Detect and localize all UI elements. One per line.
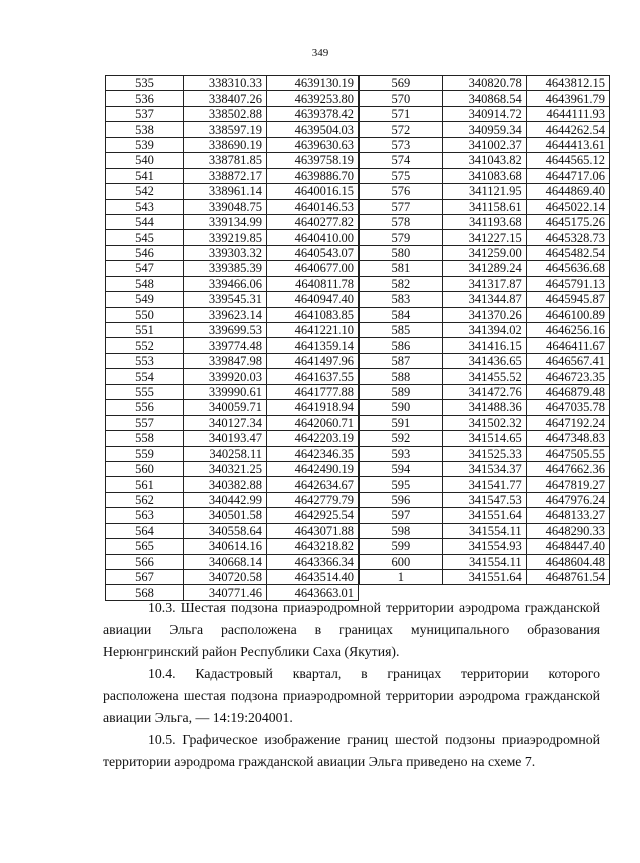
table-row — [106, 292, 359, 307]
x-coordinate-cell: 338872.17 — [184, 168, 267, 183]
point-number-cell: 574 — [360, 153, 443, 168]
table-row — [106, 214, 359, 229]
paragraph-line: 10.5. Графическое изображение границ шестой подзоны приаэродромной — [148, 732, 600, 747]
x-coordinate-cell: 339466.06 — [184, 276, 267, 291]
table-row — [106, 76, 359, 91]
y-coordinate-cell: 4643218.82 — [267, 539, 359, 554]
paragraph-line: Нерюнгринский район Республики Саха (Якутия). — [103, 644, 400, 659]
table-row — [360, 76, 610, 91]
y-coordinate-cell: 4647976.24 — [526, 492, 609, 507]
table-row — [360, 461, 610, 476]
y-coordinate-cell: 4646879.48 — [526, 384, 609, 399]
table-row — [360, 477, 610, 492]
x-coordinate-cell: 338407.26 — [184, 91, 267, 106]
point-number-cell: 565 — [106, 539, 184, 554]
table-row — [360, 508, 610, 523]
point-number-cell: 581 — [360, 261, 443, 276]
y-coordinate-cell: 4641359.14 — [267, 338, 359, 353]
table-row — [360, 338, 610, 353]
coordinates-table-left — [105, 75, 359, 601]
x-coordinate-cell: 340258.11 — [184, 446, 267, 461]
y-coordinate-cell: 4639504.03 — [267, 122, 359, 137]
x-coordinate-cell: 339303.32 — [184, 245, 267, 260]
x-coordinate-cell: 341317.87 — [442, 276, 526, 291]
x-coordinate-cell: 341289.24 — [442, 261, 526, 276]
paragraph-line: авиации Эльга расположена в границах муниципального образования — [103, 622, 600, 637]
paragraph-10-3 — [103, 597, 600, 663]
x-coordinate-cell: 338781.85 — [184, 153, 267, 168]
point-number-cell: 554 — [106, 369, 184, 384]
point-number-cell: 566 — [106, 554, 184, 569]
point-number-cell: 583 — [360, 292, 443, 307]
point-number-cell: 595 — [360, 477, 443, 492]
point-number-cell: 544 — [106, 214, 184, 229]
x-coordinate-cell: 340059.71 — [184, 400, 267, 415]
point-number-cell: 600 — [360, 554, 443, 569]
table-row — [360, 122, 610, 137]
table-row — [106, 400, 359, 415]
paragraph-line: 10.3. Шестая подзона приаэродромной территории аэродрома гражданской — [148, 600, 600, 615]
table-row — [106, 461, 359, 476]
coordinates-table-right — [359, 75, 610, 585]
point-number-cell: 578 — [360, 214, 443, 229]
point-number-cell: 573 — [360, 137, 443, 152]
y-coordinate-cell: 4640146.53 — [267, 199, 359, 214]
table-row — [106, 415, 359, 430]
y-coordinate-cell: 4643812.15 — [526, 76, 609, 91]
y-coordinate-cell: 4641918.94 — [267, 400, 359, 415]
x-coordinate-cell: 339847.98 — [184, 353, 267, 368]
y-coordinate-cell: 4642925.54 — [267, 508, 359, 523]
x-coordinate-cell: 341259.00 — [442, 245, 526, 260]
x-coordinate-cell: 341002.37 — [442, 137, 526, 152]
table-row — [106, 184, 359, 199]
y-coordinate-cell: 4645482.54 — [526, 245, 609, 260]
x-coordinate-cell: 340771.46 — [184, 585, 267, 600]
table-row — [106, 91, 359, 106]
x-coordinate-cell: 338961.14 — [184, 184, 267, 199]
table-row — [360, 523, 610, 538]
y-coordinate-cell: 4644111.93 — [526, 106, 609, 121]
y-coordinate-cell: 4647348.83 — [526, 431, 609, 446]
table-row — [106, 199, 359, 214]
point-number-cell: 593 — [360, 446, 443, 461]
point-number-cell: 587 — [360, 353, 443, 368]
table-row — [106, 261, 359, 276]
table-row — [106, 137, 359, 152]
point-number-cell: 560 — [106, 461, 184, 476]
x-coordinate-cell: 341547.53 — [442, 492, 526, 507]
x-coordinate-cell: 339623.14 — [184, 307, 267, 322]
y-coordinate-cell: 4640543.07 — [267, 245, 359, 260]
point-number-cell: 550 — [106, 307, 184, 322]
point-number-cell: 599 — [360, 539, 443, 554]
table-row — [106, 369, 359, 384]
y-coordinate-cell: 4639886.70 — [267, 168, 359, 183]
x-coordinate-cell: 340321.25 — [184, 461, 267, 476]
table-row — [360, 307, 610, 322]
x-coordinate-cell: 338690.19 — [184, 137, 267, 152]
y-coordinate-cell: 4642060.71 — [267, 415, 359, 430]
table-row — [106, 338, 359, 353]
y-coordinate-cell: 4646567.41 — [526, 353, 609, 368]
point-number-cell: 591 — [360, 415, 443, 430]
page-number: 349 — [311, 47, 329, 59]
y-coordinate-cell: 4644717.06 — [526, 168, 609, 183]
y-coordinate-cell: 4640016.15 — [267, 184, 359, 199]
x-coordinate-cell: 338310.33 — [184, 76, 267, 91]
point-number-cell: 539 — [106, 137, 184, 152]
table-row — [106, 431, 359, 446]
y-coordinate-cell: 4646723.35 — [526, 369, 609, 384]
point-number-cell: 546 — [106, 245, 184, 260]
point-number-cell: 535 — [106, 76, 184, 91]
y-coordinate-cell: 4642203.19 — [267, 431, 359, 446]
paragraph-10-4 — [103, 663, 600, 729]
x-coordinate-cell: 341416.15 — [442, 338, 526, 353]
y-coordinate-cell: 4644565.12 — [526, 153, 609, 168]
table-row — [360, 137, 610, 152]
point-number-cell: 563 — [106, 508, 184, 523]
table-row — [360, 214, 610, 229]
table-row — [106, 508, 359, 523]
x-coordinate-cell: 341472.76 — [442, 384, 526, 399]
x-coordinate-cell: 340382.88 — [184, 477, 267, 492]
point-number-cell: 556 — [106, 400, 184, 415]
point-number-cell: 572 — [360, 122, 443, 137]
table-row — [106, 230, 359, 245]
point-number-cell: 541 — [106, 168, 184, 183]
x-coordinate-cell: 340127.34 — [184, 415, 267, 430]
x-coordinate-cell: 341043.82 — [442, 153, 526, 168]
y-coordinate-cell: 4643071.88 — [267, 523, 359, 538]
x-coordinate-cell: 341227.15 — [442, 230, 526, 245]
table-row — [360, 539, 610, 554]
y-coordinate-cell: 4645945.87 — [526, 292, 609, 307]
point-number-cell: 543 — [106, 199, 184, 214]
table-row — [360, 168, 610, 183]
point-number-cell: 537 — [106, 106, 184, 121]
x-coordinate-cell: 341488.36 — [442, 400, 526, 415]
x-coordinate-cell: 341436.65 — [442, 353, 526, 368]
point-number-cell: 542 — [106, 184, 184, 199]
table-row — [106, 554, 359, 569]
y-coordinate-cell: 4643663.01 — [267, 585, 359, 600]
table-row — [106, 523, 359, 538]
y-coordinate-cell: 4643961.79 — [526, 91, 609, 106]
y-coordinate-cell: 4646100.89 — [526, 307, 609, 322]
point-number-cell: 558 — [106, 431, 184, 446]
y-coordinate-cell: 4647505.55 — [526, 446, 609, 461]
point-number-cell: 564 — [106, 523, 184, 538]
y-coordinate-cell: 4639630.63 — [267, 137, 359, 152]
table-row — [106, 353, 359, 368]
x-coordinate-cell: 340558.64 — [184, 523, 267, 538]
x-coordinate-cell: 341541.77 — [442, 477, 526, 492]
x-coordinate-cell: 339219.85 — [184, 230, 267, 245]
x-coordinate-cell: 341554.11 — [442, 523, 526, 538]
y-coordinate-cell: 4644869.40 — [526, 184, 609, 199]
x-coordinate-cell: 340959.34 — [442, 122, 526, 137]
y-coordinate-cell: 4642490.19 — [267, 461, 359, 476]
table-row — [360, 153, 610, 168]
table-row — [360, 106, 610, 121]
point-number-cell: 568 — [106, 585, 184, 600]
y-coordinate-cell: 4641221.10 — [267, 323, 359, 338]
table-row — [106, 446, 359, 461]
table-row — [360, 554, 610, 569]
x-coordinate-cell: 340501.58 — [184, 508, 267, 523]
y-coordinate-cell: 4645175.26 — [526, 214, 609, 229]
y-coordinate-cell: 4643366.34 — [267, 554, 359, 569]
table-row — [106, 106, 359, 121]
point-number-cell: 559 — [106, 446, 184, 461]
point-number-cell: 598 — [360, 523, 443, 538]
table-row — [106, 539, 359, 554]
paragraph-line: 10.4. Кадастровый квартал, в границах территории которого — [148, 666, 600, 681]
y-coordinate-cell: 4648290.33 — [526, 523, 609, 538]
x-coordinate-cell: 341344.87 — [442, 292, 526, 307]
x-coordinate-cell: 341121.95 — [442, 184, 526, 199]
y-coordinate-cell: 4639378.42 — [267, 106, 359, 121]
paragraph-line: авиации Эльга, — 14:19:204001. — [103, 710, 293, 725]
table-row — [106, 245, 359, 260]
point-number-cell: 557 — [106, 415, 184, 430]
x-coordinate-cell: 338597.19 — [184, 122, 267, 137]
x-coordinate-cell: 340668.14 — [184, 554, 267, 569]
x-coordinate-cell: 341158.61 — [442, 199, 526, 214]
table-row — [360, 400, 610, 415]
y-coordinate-cell: 4647662.36 — [526, 461, 609, 476]
table-row — [360, 323, 610, 338]
x-coordinate-cell: 341083.68 — [442, 168, 526, 183]
table-row — [106, 477, 359, 492]
point-number-cell: 552 — [106, 338, 184, 353]
y-coordinate-cell: 4639758.19 — [267, 153, 359, 168]
point-number-cell: 576 — [360, 184, 443, 199]
table-row — [106, 570, 359, 585]
point-number-cell: 569 — [360, 76, 443, 91]
point-number-cell: 540 — [106, 153, 184, 168]
paragraph-10-5 — [103, 729, 600, 773]
y-coordinate-cell: 4646256.16 — [526, 323, 609, 338]
y-coordinate-cell: 4640677.00 — [267, 261, 359, 276]
point-number-cell: 588 — [360, 369, 443, 384]
table-row — [106, 307, 359, 322]
x-coordinate-cell: 341525.33 — [442, 446, 526, 461]
x-coordinate-cell: 340193.47 — [184, 431, 267, 446]
x-coordinate-cell: 339385.39 — [184, 261, 267, 276]
point-number-cell: 597 — [360, 508, 443, 523]
point-number-cell: 548 — [106, 276, 184, 291]
x-coordinate-cell: 341394.02 — [442, 323, 526, 338]
table-row — [360, 415, 610, 430]
y-coordinate-cell: 4644262.54 — [526, 122, 609, 137]
point-number-cell: 586 — [360, 338, 443, 353]
paragraph-line: территории аэродрома гражданской авиации Эльга приведено на схеме 7. — [103, 754, 536, 769]
point-number-cell: 561 — [106, 477, 184, 492]
point-number-cell: 580 — [360, 245, 443, 260]
y-coordinate-cell: 4640410.00 — [267, 230, 359, 245]
y-coordinate-cell: 4648447.40 — [526, 539, 609, 554]
point-number-cell: 562 — [106, 492, 184, 507]
table-row — [360, 446, 610, 461]
x-coordinate-cell: 340442.99 — [184, 492, 267, 507]
x-coordinate-cell: 339048.75 — [184, 199, 267, 214]
y-coordinate-cell: 4645022.14 — [526, 199, 609, 214]
x-coordinate-cell: 341193.68 — [442, 214, 526, 229]
x-coordinate-cell: 340868.54 — [442, 91, 526, 106]
y-coordinate-cell: 4644413.61 — [526, 137, 609, 152]
y-coordinate-cell: 4648761.54 — [526, 570, 609, 585]
table-row — [360, 384, 610, 399]
point-number-cell: 584 — [360, 307, 443, 322]
y-coordinate-cell: 4645636.68 — [526, 261, 609, 276]
point-number-cell: 592 — [360, 431, 443, 446]
table-row — [360, 261, 610, 276]
point-number-cell: 547 — [106, 261, 184, 276]
table-row — [106, 276, 359, 291]
point-number-cell: 555 — [106, 384, 184, 399]
y-coordinate-cell: 4641777.88 — [267, 384, 359, 399]
point-number-cell: 596 — [360, 492, 443, 507]
x-coordinate-cell: 339774.48 — [184, 338, 267, 353]
y-coordinate-cell: 4640947.40 — [267, 292, 359, 307]
y-coordinate-cell: 4646411.67 — [526, 338, 609, 353]
point-number-cell: 590 — [360, 400, 443, 415]
x-coordinate-cell: 339990.61 — [184, 384, 267, 399]
point-number-cell: 553 — [106, 353, 184, 368]
y-coordinate-cell: 4641083.85 — [267, 307, 359, 322]
table-row — [360, 353, 610, 368]
table-row — [106, 168, 359, 183]
y-coordinate-cell: 4640811.78 — [267, 276, 359, 291]
point-number-cell: 594 — [360, 461, 443, 476]
x-coordinate-cell: 341534.37 — [442, 461, 526, 476]
table-row — [360, 230, 610, 245]
x-coordinate-cell: 341455.52 — [442, 369, 526, 384]
table-row — [360, 184, 610, 199]
x-coordinate-cell: 341554.93 — [442, 539, 526, 554]
x-coordinate-cell: 341554.11 — [442, 554, 526, 569]
table-row — [106, 492, 359, 507]
x-coordinate-cell: 341370.26 — [442, 307, 526, 322]
point-number-cell: 577 — [360, 199, 443, 214]
point-number-cell: 589 — [360, 384, 443, 399]
point-number-cell: 579 — [360, 230, 443, 245]
table-row — [360, 570, 610, 585]
x-coordinate-cell: 340820.78 — [442, 76, 526, 91]
table-row — [106, 153, 359, 168]
x-coordinate-cell: 340720.58 — [184, 570, 267, 585]
table-row — [360, 91, 610, 106]
x-coordinate-cell: 339545.31 — [184, 292, 267, 307]
y-coordinate-cell: 4648133.27 — [526, 508, 609, 523]
point-number-cell: 545 — [106, 230, 184, 245]
table-row — [360, 245, 610, 260]
point-number-cell: 549 — [106, 292, 184, 307]
y-coordinate-cell: 4642634.67 — [267, 477, 359, 492]
table-row — [360, 431, 610, 446]
point-number-cell: 575 — [360, 168, 443, 183]
x-coordinate-cell: 341502.32 — [442, 415, 526, 430]
y-coordinate-cell: 4639253.80 — [267, 91, 359, 106]
table-row — [106, 323, 359, 338]
y-coordinate-cell: 4648604.48 — [526, 554, 609, 569]
x-coordinate-cell: 339920.03 — [184, 369, 267, 384]
y-coordinate-cell: 4647035.78 — [526, 400, 609, 415]
table-row — [360, 292, 610, 307]
y-coordinate-cell: 4643514.40 — [267, 570, 359, 585]
x-coordinate-cell: 341551.64 — [442, 570, 526, 585]
table-row — [360, 369, 610, 384]
y-coordinate-cell: 4645328.73 — [526, 230, 609, 245]
y-coordinate-cell: 4642346.35 — [267, 446, 359, 461]
x-coordinate-cell: 340914.72 — [442, 106, 526, 121]
point-number-cell: 582 — [360, 276, 443, 291]
y-coordinate-cell: 4647192.24 — [526, 415, 609, 430]
x-coordinate-cell: 340614.16 — [184, 539, 267, 554]
x-coordinate-cell: 339699.53 — [184, 323, 267, 338]
y-coordinate-cell: 4640277.82 — [267, 214, 359, 229]
point-number-cell: 585 — [360, 323, 443, 338]
y-coordinate-cell: 4641637.55 — [267, 369, 359, 384]
point-number-cell: 1 — [360, 570, 443, 585]
table-row — [106, 384, 359, 399]
paragraph-line: расположена шестая подзона приаэродромной территории аэродрома гражданской — [103, 688, 600, 703]
point-number-cell: 570 — [360, 91, 443, 106]
point-number-cell: 551 — [106, 323, 184, 338]
point-number-cell: 567 — [106, 570, 184, 585]
y-coordinate-cell: 4647819.27 — [526, 477, 609, 492]
point-number-cell: 538 — [106, 122, 184, 137]
y-coordinate-cell: 4642779.79 — [267, 492, 359, 507]
y-coordinate-cell: 4645791.13 — [526, 276, 609, 291]
table-row — [360, 199, 610, 214]
x-coordinate-cell: 341514.65 — [442, 431, 526, 446]
table-row — [360, 492, 610, 507]
x-coordinate-cell: 339134.99 — [184, 214, 267, 229]
x-coordinate-cell: 341551.64 — [442, 508, 526, 523]
point-number-cell: 571 — [360, 106, 443, 121]
point-number-cell: 536 — [106, 91, 184, 106]
y-coordinate-cell: 4641497.96 — [267, 353, 359, 368]
table-row — [106, 122, 359, 137]
y-coordinate-cell: 4639130.19 — [267, 76, 359, 91]
table-row — [360, 276, 610, 291]
x-coordinate-cell: 338502.88 — [184, 106, 267, 121]
